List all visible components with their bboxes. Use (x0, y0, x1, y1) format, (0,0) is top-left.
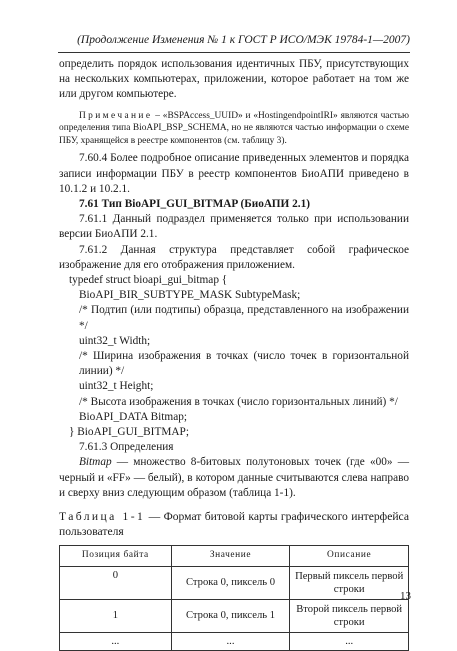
table-cell: ... (60, 632, 172, 650)
header-rule (58, 52, 410, 53)
table-caption-label: Таблица 1-1 (59, 510, 146, 524)
paragraph-7-61-1: 7.61.1 Данный подраздел применяется только при использовании версии БиоАПИ 2.1. (59, 213, 409, 241)
paragraph-7-60-4: 7.60.4 Более подробное описание приведенных элементов и порядка записи информации ПБУ в реестр компонентов БиоАПИ приведено в 10.1.2 и 10.2.1. (59, 152, 409, 195)
table-row (60, 599, 409, 632)
table-cell: ... (171, 632, 290, 650)
table-header-cell: Значение (171, 546, 290, 566)
code-comment: /* Высота изображения в точках (число горизонтальных линий) */ (79, 395, 398, 408)
table-cell: Второй пиксель первой строки (290, 599, 409, 632)
table-cell: 0 (60, 566, 172, 599)
running-header: (Продолжение Изменения № 1 к ГОСТ Р ИСО/МЭК 19784-1—2007) (77, 34, 410, 46)
code-line: } BioAPI_GUI_BITMAP; (69, 426, 189, 439)
note-label: Примечание (79, 110, 153, 121)
code-comment: /* Подтип (или подтипы) образца, представленного на изображении */ (79, 304, 409, 332)
table-caption-text: — Формат битовой карты графического интерфейса пользователя (59, 510, 409, 539)
table-header-row (60, 546, 409, 566)
table-cell: 1 (60, 599, 172, 632)
definition-term: Bitmap (79, 456, 112, 469)
page-number: 13 (400, 590, 411, 602)
table-header-cell: Описание (290, 546, 409, 566)
code-line: BioAPI_DATA Bitmap; (79, 410, 187, 423)
paragraph-continuation: определить порядок использования идентичных ПБУ, присутствующих на нескольких компьютерах, приложении, которое работает на том же или другом компьютере. (59, 58, 409, 101)
table-cell: Первый пиксель первой строки (290, 566, 409, 599)
definition-bitmap (59, 455, 409, 501)
paragraph-7-61-2: 7.61.2 Данная структура представляет собой графическое изображение для его отображения приложением. (59, 243, 409, 271)
note (59, 110, 409, 148)
code-line: uint32_t Height; (79, 380, 154, 393)
document-body (59, 57, 409, 651)
table-caption (59, 509, 409, 539)
code-line: uint32_t Width; (79, 334, 151, 347)
code-line: BioAPI_BIR_SUBTYPE_MASK SubtypeMask; (79, 289, 301, 302)
code-line: typedef struct bioapi_gui_bitmap { (69, 274, 228, 287)
code-comment: /* Ширина изображения в точках (число точек в горизонтальной линии) */ (79, 350, 409, 378)
table-row (60, 566, 409, 599)
table-cell: ... (290, 632, 409, 650)
bitmap-format-table (59, 545, 409, 650)
subsection-heading-7-61-3: 7.61.3 Определения (79, 441, 174, 454)
section-heading-7-61: 7.61 Тип BioAPI_GUI_BITMAP (БиоАПИ 2.1) (79, 198, 311, 210)
table-header-cell: Позиция байта (60, 546, 172, 566)
table-row (60, 632, 409, 650)
definition-text: — множество 8-битовых полутоновых точек (где «00» — черный и «FF» — белый), в котором данные считываются слева направо и сверху вниз следующим образом (таблица 1-1). (59, 456, 409, 499)
table-cell: Строка 0, пиксель 0 (171, 566, 290, 599)
table-cell: Строка 0, пиксель 1 (171, 599, 290, 632)
note-text: – «BSPAccess_UUID» и «HostingendpointIRI» являются частью определения типа BioAPI_BSP_SCHEMA, но не являются частью информации о схеме ПБУ, хранящейся в реестре компонентов (см. таблицу 3). (59, 110, 409, 146)
